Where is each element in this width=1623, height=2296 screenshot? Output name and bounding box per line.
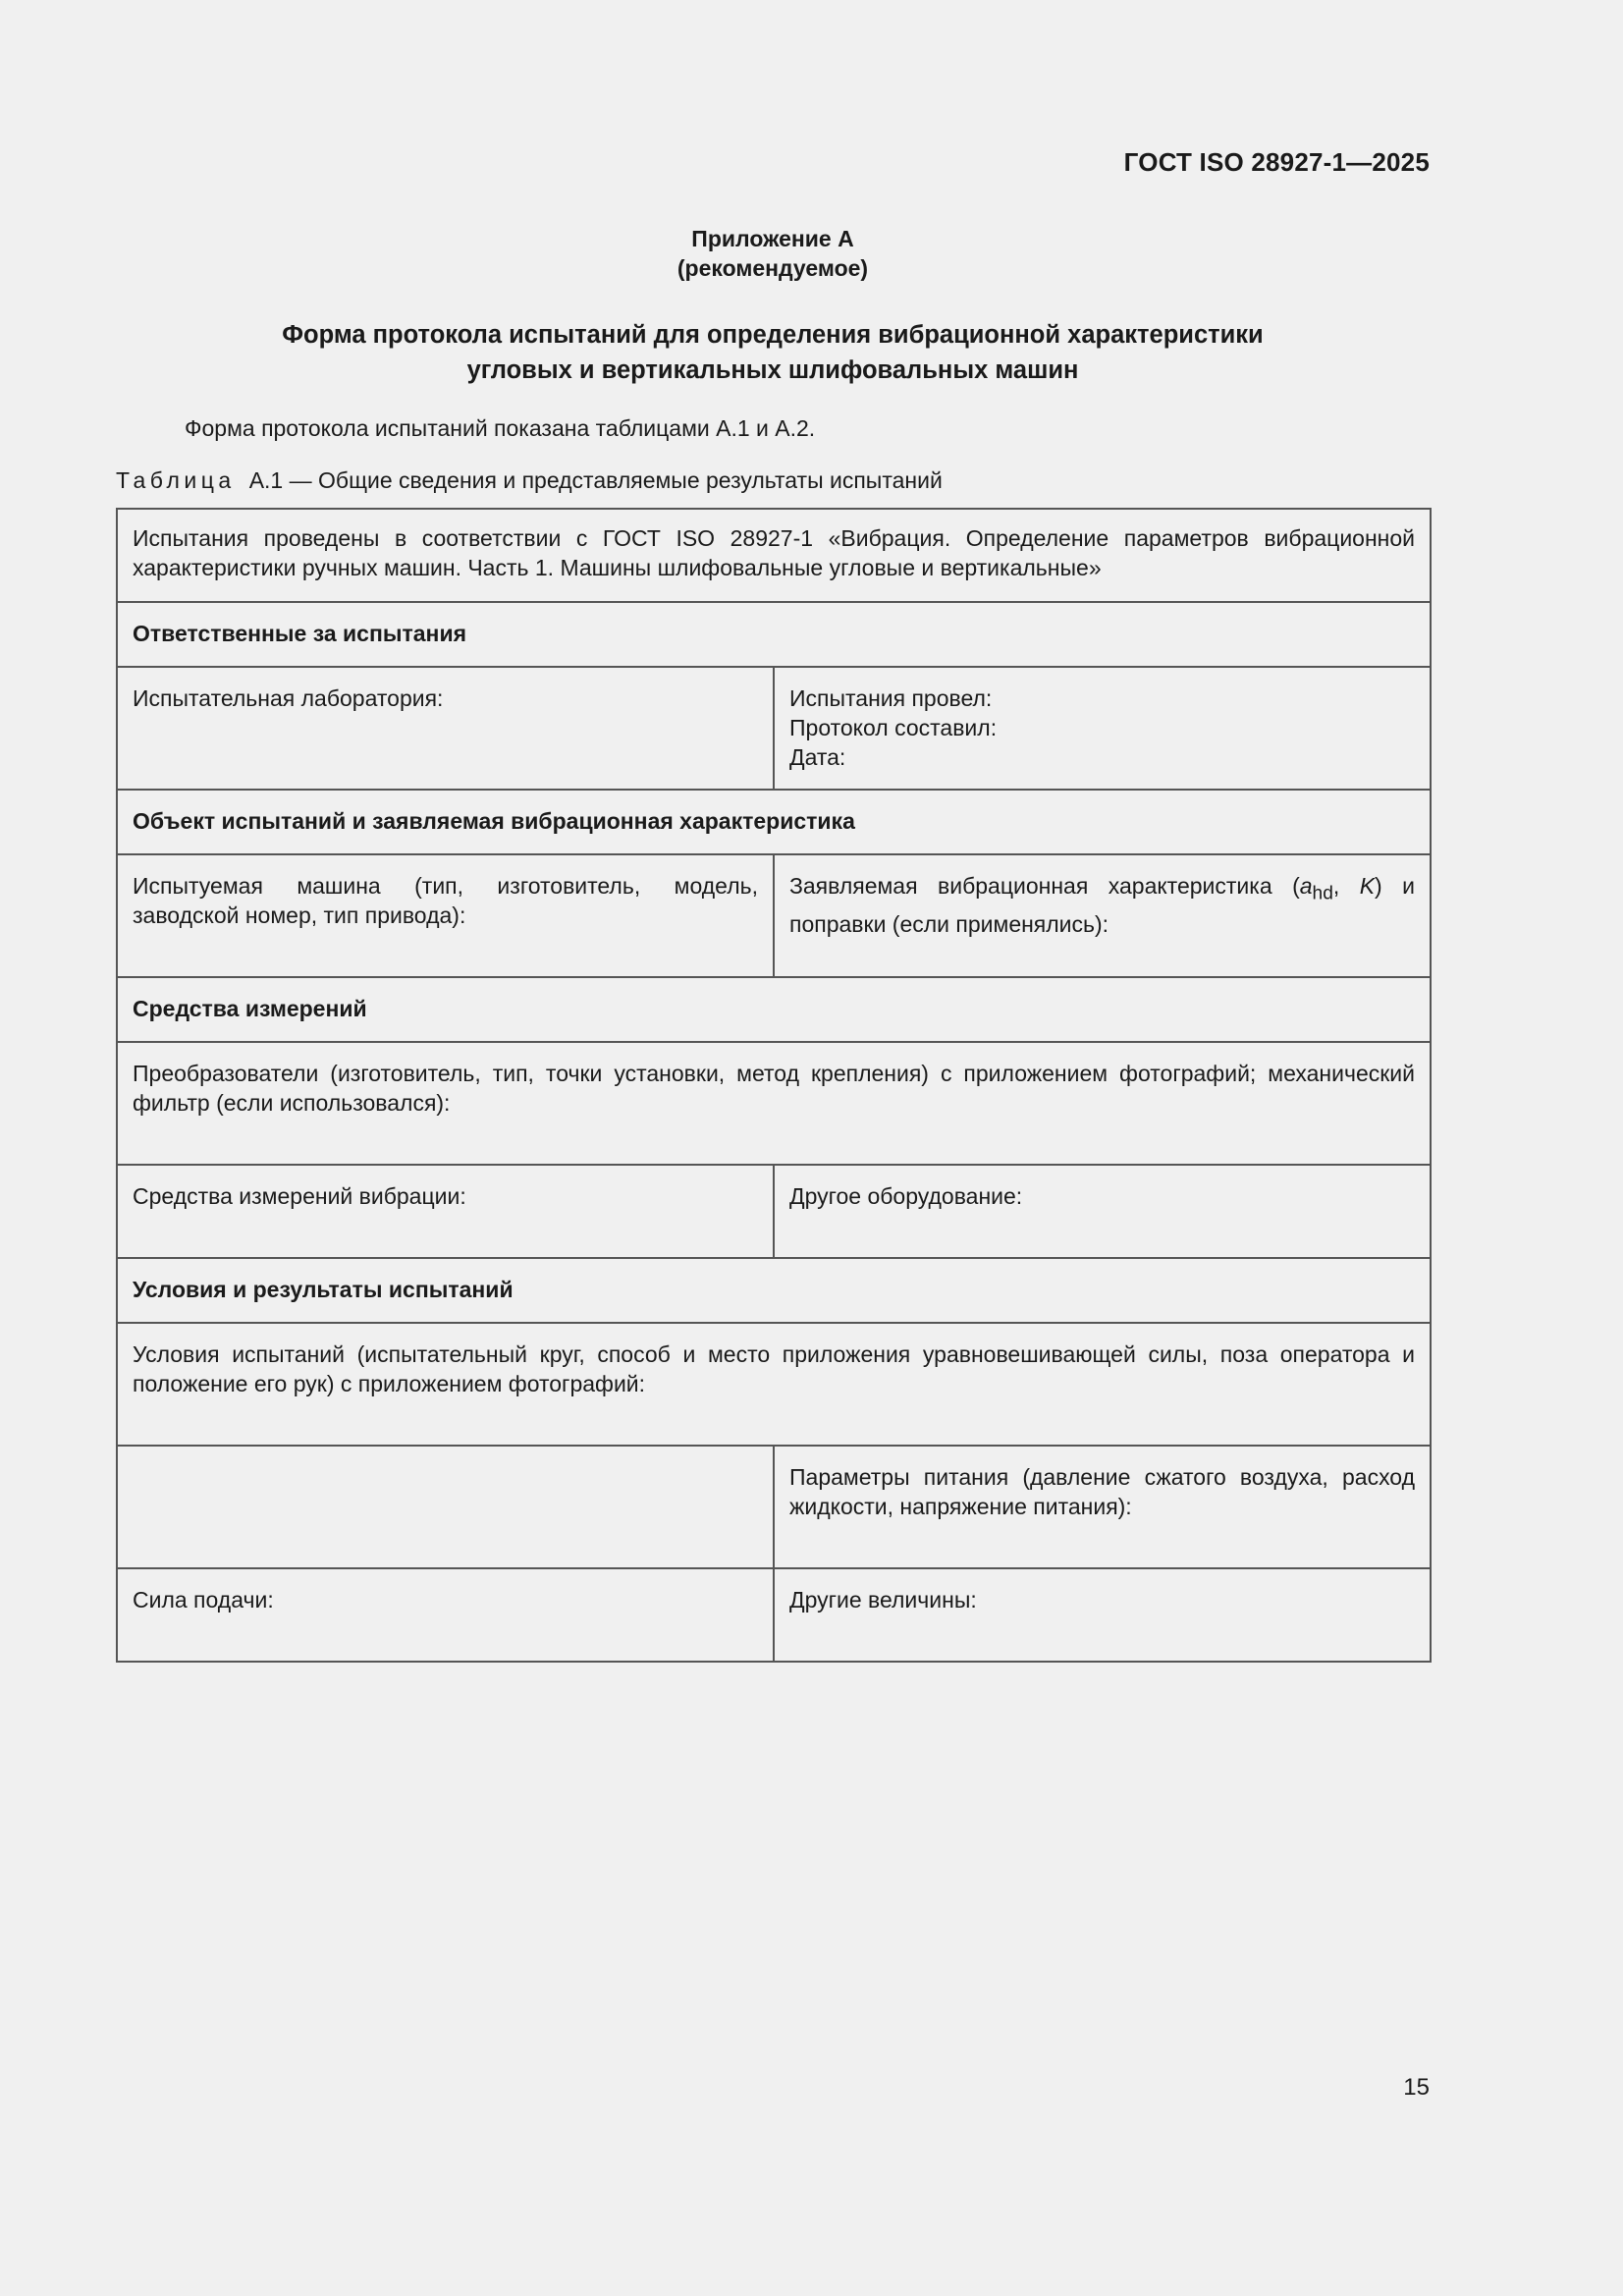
table-caption-number: А.1 <box>248 467 284 493</box>
annex-title: Приложение А <box>691 226 854 251</box>
table-row <box>117 790 1431 854</box>
declared-suffix: ) и поправки (если применялись): <box>789 873 1416 937</box>
form-title-line2: угловых и вертикальных шлифовальных машин <box>466 356 1079 384</box>
declared-separator: , <box>1332 873 1360 899</box>
table-row <box>117 1042 1431 1165</box>
table-row <box>117 1446 1431 1568</box>
intro-paragraph: Форма протокола испытаний показана таблицами А.1 и А.2. <box>185 415 816 441</box>
k-symbol: K <box>1359 873 1376 899</box>
table-row <box>117 854 1431 977</box>
conditions-cell: Условия испытаний (испытательный круг, способ и место приложения уравновешивающей силы, поза оператора и положение его рук) с приложением фотографий: <box>117 1323 1431 1446</box>
table-row <box>117 1568 1431 1662</box>
personnel-cell <box>774 667 1431 790</box>
scope-cell: Испытания проведены в соответствии с ГОСТ ISO 28927-1 «Вибрация. Определение параметров вибрационной характеристики ручных машин. Часть 1. Машины шлифовальные угловые и вертикальные» <box>117 509 1431 602</box>
table-caption-label: Таблица <box>116 467 236 493</box>
transducers-cell: Преобразователи (изготовитель, тип, точки установки, метод крепления) с приложением фотографий; механический фильтр (если использовался): <box>117 1042 1431 1165</box>
annex-status: (рекомендуемое) <box>676 255 869 281</box>
form-title <box>0 317 1545 388</box>
table-row <box>117 1323 1431 1446</box>
power-params-cell: Параметры питания (давление сжатого воздуха, расход жидкости, напряжение питания): <box>774 1446 1431 1568</box>
empty-cell <box>117 1446 774 1568</box>
machine-cell: Испытуемая машина (тип, изготовитель, модель, заводской номер, тип привода): <box>117 854 774 977</box>
table-row <box>117 1258 1431 1323</box>
table-row <box>117 602 1431 667</box>
section-responsible: Ответственные за испытания <box>117 602 1431 667</box>
other-equipment-cell: Другое оборудование: <box>774 1165 1431 1258</box>
vibration-instruments-cell: Средства измерений вибрации: <box>117 1165 774 1258</box>
tested-by-label: Испытания провел: <box>789 685 993 711</box>
report-by-label: Протокол составил: <box>789 715 998 740</box>
feed-force-cell: Сила подачи: <box>117 1568 774 1662</box>
ahd-subscript: hd <box>1312 883 1333 904</box>
date-label: Дата: <box>789 744 846 770</box>
table-row <box>117 509 1431 602</box>
table-caption <box>116 465 943 495</box>
form-title-line1: Форма протокола испытаний для определения вибрационной характеристики <box>282 321 1264 349</box>
annex-heading <box>0 224 1545 283</box>
table-row <box>117 667 1431 790</box>
table-row <box>117 1165 1431 1258</box>
declared-value-cell <box>774 854 1431 977</box>
section-conditions: Условия и результаты испытаний <box>117 1258 1431 1323</box>
test-lab-cell: Испытательная лаборатория: <box>117 667 774 790</box>
section-object: Объект испытаний и заявляемая вибрационная характеристика <box>117 790 1431 854</box>
page-number: 15 <box>1403 2074 1430 2101</box>
report-form-table <box>116 508 1432 1663</box>
standard-number: ГОСТ ISO 28927-1—2025 <box>1123 147 1430 177</box>
table-row <box>117 977 1431 1042</box>
ahd-symbol: a <box>1299 873 1313 899</box>
declared-prefix: Заявляемая вибрационная характеристика ( <box>789 873 1300 899</box>
table-caption-text: — Общие сведения и представляемые результаты испытаний <box>289 467 943 493</box>
section-instruments: Средства измерений <box>117 977 1431 1042</box>
other-quantities-cell: Другие величины: <box>774 1568 1431 1662</box>
